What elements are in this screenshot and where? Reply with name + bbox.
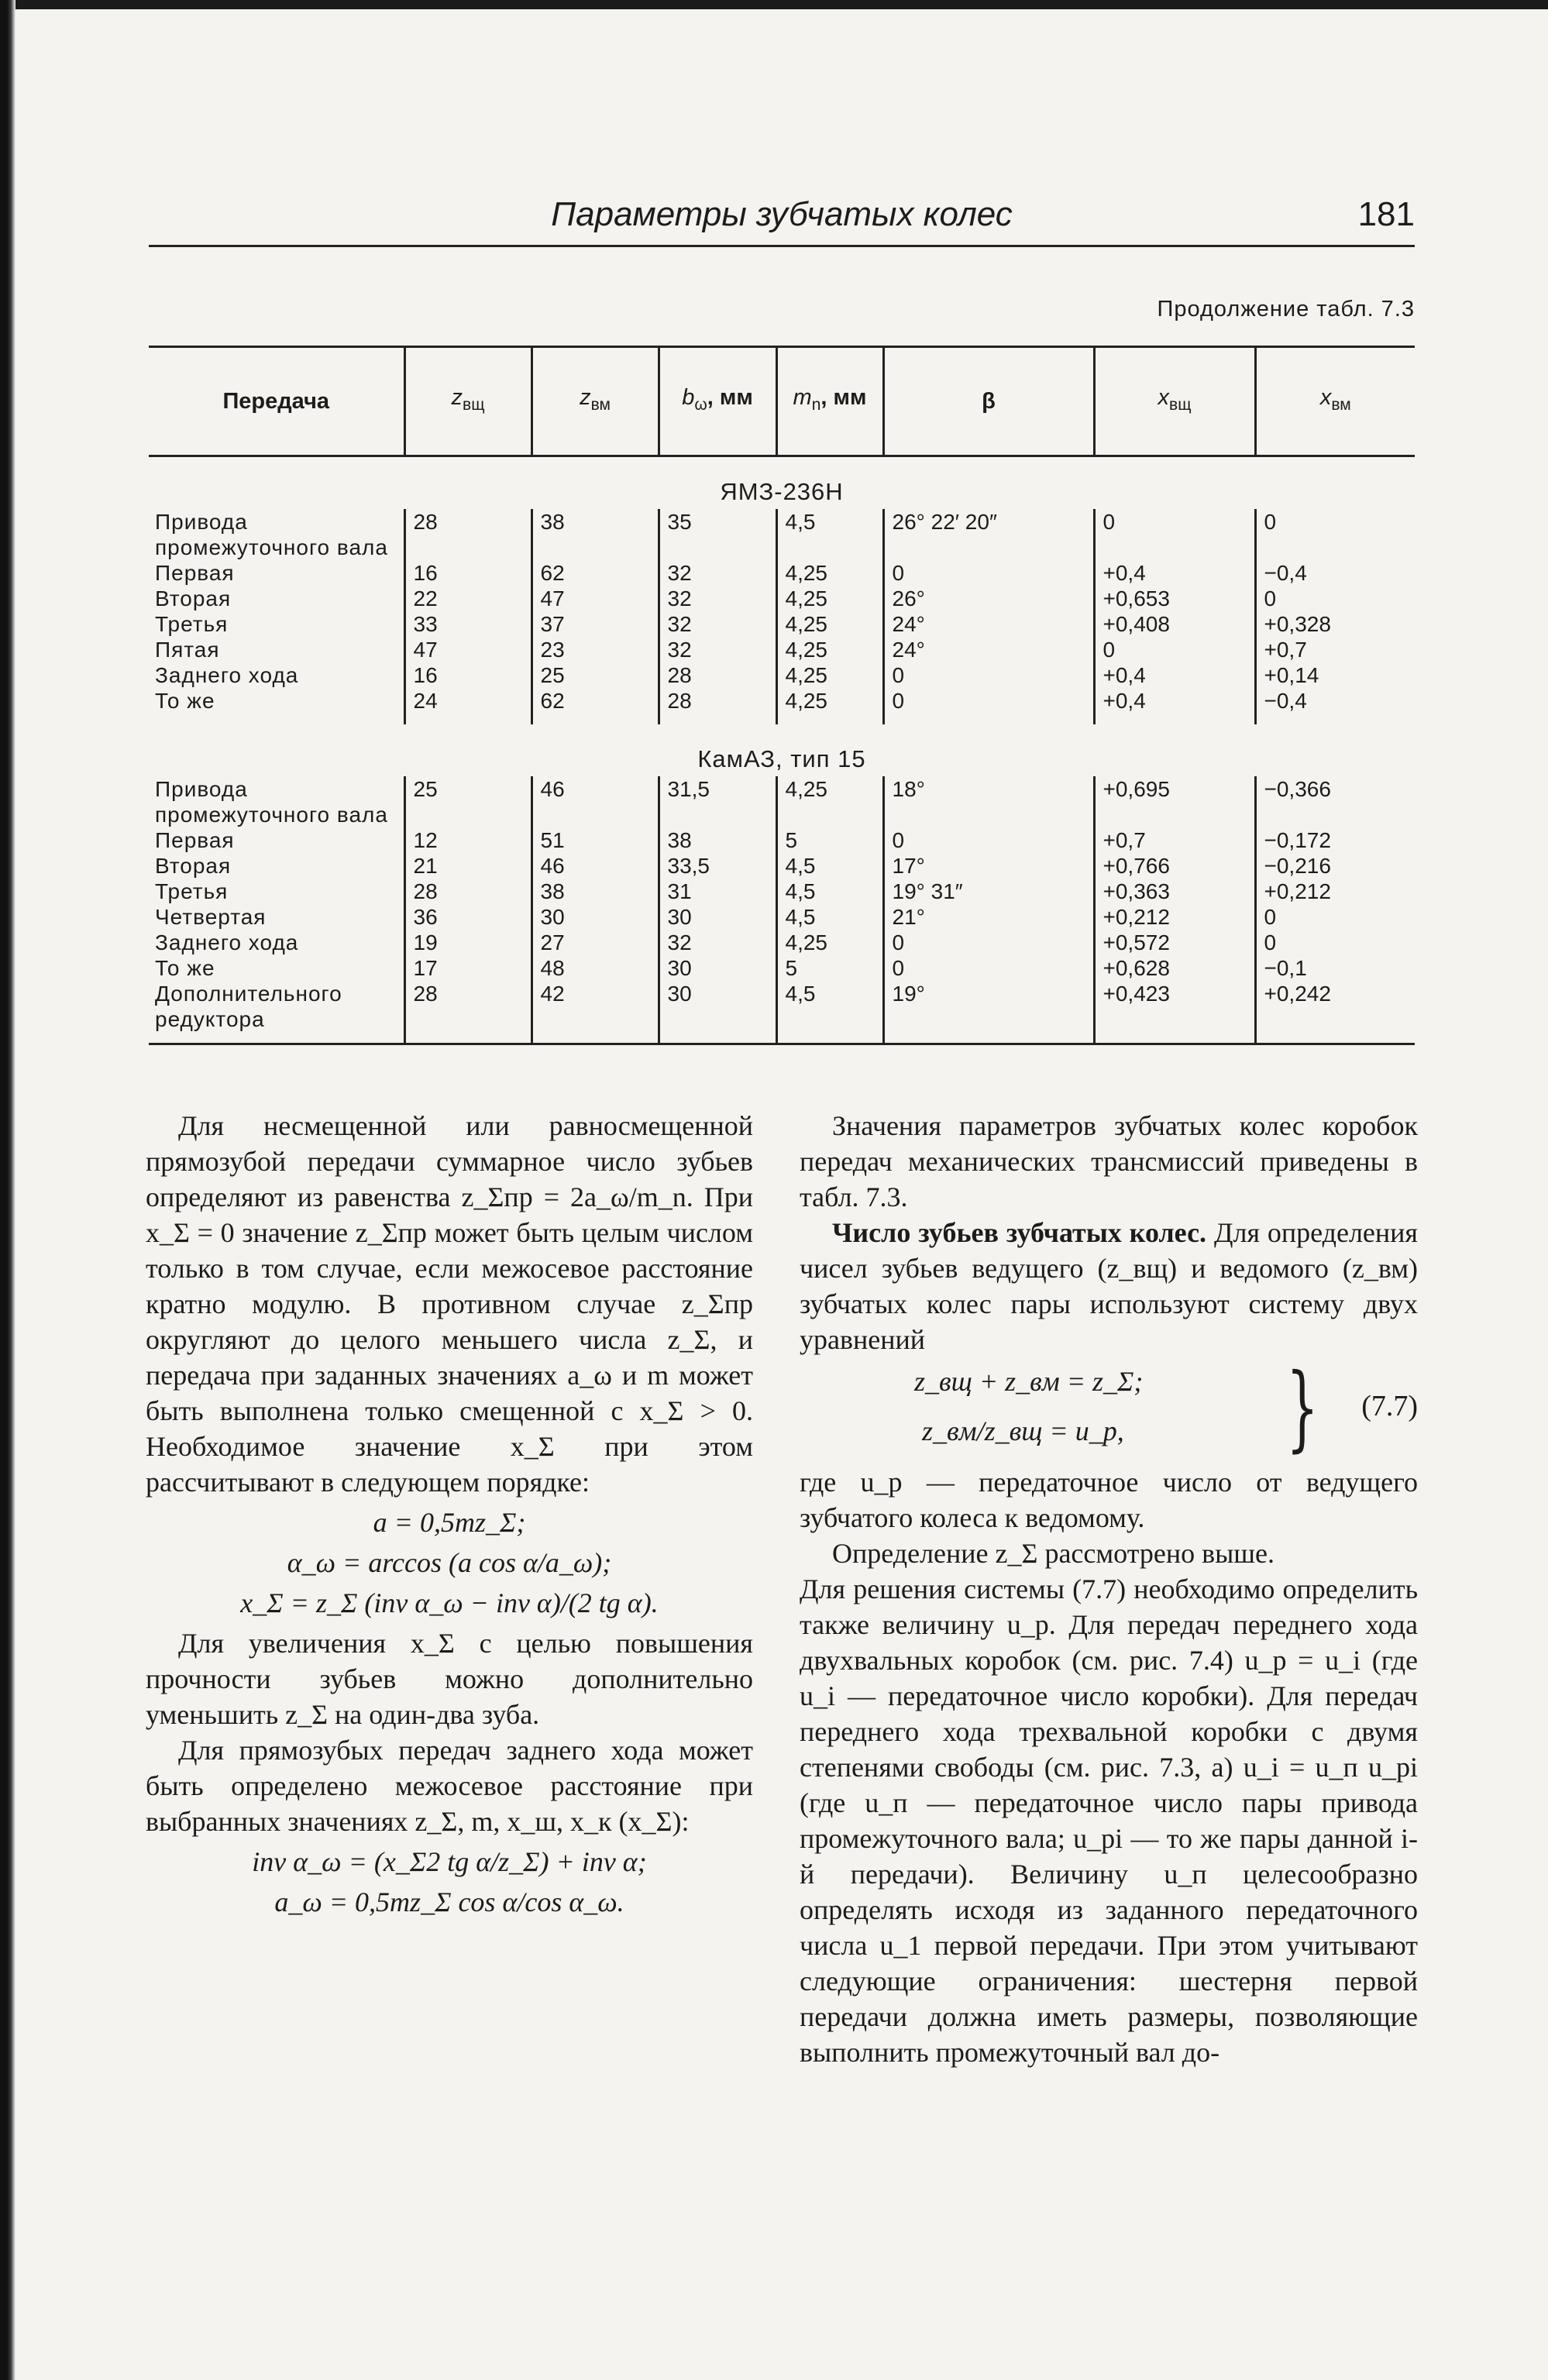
cell-z-driving: 36 xyxy=(404,904,531,930)
cell-z-driven: 62 xyxy=(531,560,659,586)
cell-z-driving: 33 xyxy=(404,611,531,637)
cell-transmission: Первая xyxy=(155,561,235,585)
cell-x-driving: +0,653 xyxy=(1094,586,1255,611)
cell-z-driving: 17 xyxy=(404,955,531,981)
cell-module: 4,25 xyxy=(776,662,883,688)
cell-z-driven: 46 xyxy=(531,776,659,827)
cell-x-driven: −0,366 xyxy=(1255,776,1415,827)
running-title: Параметры зубчатых колес xyxy=(551,195,1013,233)
cell-transmission: Третья xyxy=(155,612,229,636)
cell-z-driving: 19 xyxy=(404,930,531,955)
table-row xyxy=(149,853,1415,879)
cell-z-driven: 27 xyxy=(531,930,659,955)
table-row xyxy=(149,930,1415,955)
table-row xyxy=(149,955,1415,981)
cell-module: 4,25 xyxy=(776,688,883,724)
cell-x-driven: −0,216 xyxy=(1255,853,1415,879)
cell-z-driving: 24 xyxy=(404,688,531,724)
cell-x-driven: 0 xyxy=(1255,586,1415,611)
formula: x_Σ = z_Σ (inv α_ω − inv α)/(2 tg α). xyxy=(240,1587,659,1618)
cell-transmission: Вторая xyxy=(155,586,232,610)
page-number: 181 xyxy=(1357,195,1415,233)
cell-x-driving: +0,628 xyxy=(1094,955,1255,981)
cell-x-driving: +0,695 xyxy=(1094,776,1255,827)
cell-face-width: 32 xyxy=(659,586,776,611)
header-x-driving: $x_{вщ}$ xyxy=(1094,347,1255,456)
table-header-row xyxy=(149,347,1415,456)
cell-transmission: Первая xyxy=(155,828,235,852)
text-column-left xyxy=(146,1108,753,1924)
header-z-driven: $z_{вм}$ xyxy=(531,347,659,456)
cell-z-driven: 37 xyxy=(531,611,659,637)
cell-z-driving: 28 xyxy=(404,879,531,904)
cell-x-driven: 0 xyxy=(1255,930,1415,955)
paragraph: Для несмещенной или равносмещенной прямозубой передачи суммарное число зубьев определяют из равенства z_Σпр = 2a_ω/m_n. При x_Σ = 0 значение z_Σпр может быть целым числом только в том случае, если межосевое расстояние кратно модулю. В противном случае z_Σпр округляют до целого меньшего числа z_Σ, и передача при заданных значениях a_ω и m может быть выполнена только смещенной с x_Σ > 0. Необходимое значение x_Σ при этом рассчитывают в следующем порядке: xyxy=(146,1110,753,1498)
cell-module: 4,25 xyxy=(776,776,883,827)
cell-module: 4,5 xyxy=(776,509,883,560)
text-column-right xyxy=(800,1108,1418,2070)
table-row xyxy=(149,776,1415,827)
cell-module: 5 xyxy=(776,955,883,981)
cell-x-driven: 0 xyxy=(1255,509,1415,560)
cell-x-driven: −0,4 xyxy=(1255,688,1415,724)
equation-number: (7.7) xyxy=(1361,1390,1418,1422)
cell-face-width: 32 xyxy=(659,611,776,637)
cell-module: 4,25 xyxy=(776,637,883,662)
cell-module: 4,25 xyxy=(776,586,883,611)
cell-helix-angle: 24° xyxy=(883,611,1094,637)
cell-face-width: 31 xyxy=(659,879,776,904)
cell-z-driving: 12 xyxy=(404,827,531,853)
brace-glyph: } xyxy=(1286,1354,1319,1462)
cell-module: 5 xyxy=(776,827,883,853)
cell-face-width: 30 xyxy=(659,955,776,981)
cell-z-driven: 38 xyxy=(531,879,659,904)
cell-z-driven: 23 xyxy=(531,637,659,662)
cell-helix-angle: 0 xyxy=(883,688,1094,724)
cell-x-driven: −0,1 xyxy=(1255,955,1415,981)
cell-face-width: 38 xyxy=(659,827,776,853)
table-row xyxy=(149,827,1415,853)
cell-helix-angle: 26° 22′ 20″ xyxy=(883,509,1094,560)
table-section-row xyxy=(149,456,1415,510)
cell-x-driven: +0,14 xyxy=(1255,662,1415,688)
cell-transmission: Вторая xyxy=(155,854,232,878)
scan-edge-top xyxy=(0,0,1548,9)
cell-x-driven: +0,212 xyxy=(1255,879,1415,904)
cell-helix-angle: 18° xyxy=(883,776,1094,827)
cell-z-driving: 28 xyxy=(404,981,531,1044)
cell-transmission: Пятая xyxy=(155,638,220,662)
equation-system xyxy=(800,1354,1418,1464)
table-row xyxy=(149,637,1415,662)
table-row xyxy=(149,688,1415,724)
cell-transmission: Привода промежуточного вала xyxy=(155,510,388,559)
cell-face-width: 33,5 xyxy=(659,853,776,879)
cell-x-driving: +0,408 xyxy=(1094,611,1255,637)
cell-face-width: 30 xyxy=(659,904,776,930)
cell-x-driven: +0,328 xyxy=(1255,611,1415,637)
cell-helix-angle: 0 xyxy=(883,955,1094,981)
cell-x-driving: 0 xyxy=(1094,637,1255,662)
cell-helix-angle: 0 xyxy=(883,560,1094,586)
cell-helix-angle: 19° 31″ xyxy=(883,879,1094,904)
table-body xyxy=(149,456,1415,1044)
cell-z-driving: 47 xyxy=(404,637,531,662)
running-head xyxy=(149,191,1415,247)
header-x-driven: $x_{вм}$ xyxy=(1255,347,1415,456)
paragraph: где u_p — передаточное число от ведущего зубчатого колеса к ведомому. xyxy=(800,1467,1418,1533)
cell-z-driving: 28 xyxy=(404,509,531,560)
header-z-driving: $z_{вщ}$ xyxy=(404,347,531,456)
paragraph: Определение z_Σ рассмотрено выше. xyxy=(832,1538,1275,1569)
cell-face-width: 32 xyxy=(659,560,776,586)
header-transmission: Передача xyxy=(149,347,404,456)
book-spine-shadow xyxy=(0,0,15,2380)
cell-x-driving: +0,363 xyxy=(1094,879,1255,904)
cell-helix-angle: 0 xyxy=(883,827,1094,853)
formula: α_ω = arccos (a cos α/a_ω); xyxy=(287,1547,612,1578)
cell-module: 4,5 xyxy=(776,853,883,879)
cell-face-width: 35 xyxy=(659,509,776,560)
cell-x-driving: 0 xyxy=(1094,509,1255,560)
cell-z-driving: 21 xyxy=(404,853,531,879)
cell-transmission: Привода промежуточного вала xyxy=(155,777,388,827)
cell-module: 4,25 xyxy=(776,611,883,637)
cell-x-driven: 0 xyxy=(1255,904,1415,930)
cell-face-width: 28 xyxy=(659,688,776,724)
cell-helix-angle: 24° xyxy=(883,637,1094,662)
equation: z_вщ + z_вм = z_Σ; xyxy=(914,1366,1144,1397)
cell-z-driven: 51 xyxy=(531,827,659,853)
cell-transmission: Третья xyxy=(155,879,229,903)
table-row xyxy=(149,509,1415,560)
cell-transmission: Дополнительного редуктора xyxy=(155,982,342,1031)
cell-z-driven: 62 xyxy=(531,688,659,724)
cell-x-driving: +0,572 xyxy=(1094,930,1255,955)
cell-face-width: 32 xyxy=(659,930,776,955)
cell-x-driving: +0,4 xyxy=(1094,662,1255,688)
paragraph: Для увеличения x_Σ с целью повышения прочности зубьев можно дополнительно уменьшить z_Σ на один-два зуба. xyxy=(146,1628,753,1730)
cell-z-driving: 22 xyxy=(404,586,531,611)
cell-module: 4,25 xyxy=(776,560,883,586)
cell-z-driving: 16 xyxy=(404,560,531,586)
formula: a = 0,5mz_Σ; xyxy=(373,1507,526,1538)
paragraph: Значения параметров зубчатых колес коробок передач механических трансмиссий приведены в табл. 7.3. xyxy=(800,1110,1418,1212)
section-title: ЯМЗ-236Н xyxy=(720,478,844,505)
cell-transmission: То же xyxy=(155,956,215,980)
cell-x-driving: +0,7 xyxy=(1094,827,1255,853)
cell-x-driving: +0,4 xyxy=(1094,560,1255,586)
table-row xyxy=(149,560,1415,586)
table-row xyxy=(149,586,1415,611)
table-section-row xyxy=(149,724,1415,776)
cell-x-driving: +0,423 xyxy=(1094,981,1255,1044)
cell-x-driving: +0,212 xyxy=(1094,904,1255,930)
cell-module: 4,5 xyxy=(776,904,883,930)
cell-z-driving: 25 xyxy=(404,776,531,827)
cell-helix-angle: 17° xyxy=(883,853,1094,879)
cell-x-driven: +0,7 xyxy=(1255,637,1415,662)
cell-face-width: 32 xyxy=(659,637,776,662)
cell-z-driven: 48 xyxy=(531,955,659,981)
cell-x-driven: +0,242 xyxy=(1255,981,1415,1044)
cell-z-driving: 16 xyxy=(404,662,531,688)
header-face-width: $b_\omega$, мм xyxy=(659,347,776,456)
formula: inv α_ω = (x_Σ2 tg α/z_Σ) + inv α; xyxy=(252,1846,647,1877)
cell-module: 4,5 xyxy=(776,879,883,904)
section-heading: Число зубьев зубчатых колес. xyxy=(832,1217,1207,1248)
paragraph: Для прямозубых передач заднего хода может быть определено межосевое расстояние при выбранных значениях z_Σ, m, x_ш, x_к (x_Σ): xyxy=(146,1735,753,1837)
cell-face-width: 30 xyxy=(659,981,776,1044)
table-row xyxy=(149,662,1415,688)
header-helix-angle: β xyxy=(883,347,1094,456)
cell-module: 4,5 xyxy=(776,981,883,1044)
cell-z-driven: 47 xyxy=(531,586,659,611)
gear-parameters-table xyxy=(149,346,1415,1045)
paragraph: Для решения системы (7.7) необходимо определить также величину u_p. Для передач переднего хода двухвальных коробок (см. рис. 7.4) u_p = u_i (где u_i — передаточное число коробки). Для передач переднего хода трехвальной коробки с двумя степенями свободы (см. рис. 7.3, а) u_i = u_п u_pi (где u_п — передаточное число пары привода промежуточного вала; u_pi — то же пары данной i-й передачи). Величину u_п целесообразно определять исходя из заданного передаточного числа u_1 первой передачи. При этом учитывают следующие ограничения: шестерня первой передачи должна иметь размеры, позволяющие выполнить промежуточный вал до- xyxy=(800,1573,1418,2068)
section-title: КамАЗ, тип 15 xyxy=(697,745,866,772)
cell-helix-angle: 21° xyxy=(883,904,1094,930)
cell-helix-angle: 26° xyxy=(883,586,1094,611)
cell-x-driven: −0,4 xyxy=(1255,560,1415,586)
table-row xyxy=(149,879,1415,904)
cell-z-driven: 46 xyxy=(531,853,659,879)
cell-z-driven: 38 xyxy=(531,509,659,560)
cell-x-driving: +0,4 xyxy=(1094,688,1255,724)
table-row xyxy=(149,904,1415,930)
header-module: $m_n$, мм xyxy=(776,347,883,456)
cell-helix-angle: 0 xyxy=(883,662,1094,688)
cell-transmission: Заднего хода xyxy=(155,663,299,687)
cell-face-width: 28 xyxy=(659,662,776,688)
cell-module: 4,25 xyxy=(776,930,883,955)
formula: a_ω = 0,5mz_Σ cos α/cos α_ω. xyxy=(274,1886,624,1917)
cell-z-driven: 25 xyxy=(531,662,659,688)
cell-x-driving: +0,766 xyxy=(1094,853,1255,879)
cell-z-driven: 42 xyxy=(531,981,659,1044)
table-continuation-caption: Продолжение табл. 7.3 xyxy=(1157,297,1415,322)
equation: z_вм/z_вщ = u_p, xyxy=(922,1415,1124,1446)
cell-transmission: То же xyxy=(155,689,215,713)
cell-transmission: Заднего хода xyxy=(155,930,299,954)
cell-x-driven: −0,172 xyxy=(1255,827,1415,853)
paragraph: Число зубьев зубчатых колес. Для определения чисел зубьев ведущего (z_вщ) и ведомого (z_вм) зубчатых колес пары используют систему двух уравнений xyxy=(800,1217,1418,1355)
cell-z-driven: 30 xyxy=(531,904,659,930)
table-row xyxy=(149,611,1415,637)
cell-helix-angle: 0 xyxy=(883,930,1094,955)
cell-face-width: 31,5 xyxy=(659,776,776,827)
cell-transmission: Четвертая xyxy=(155,905,267,929)
table-row xyxy=(149,981,1415,1044)
cell-helix-angle: 19° xyxy=(883,981,1094,1044)
